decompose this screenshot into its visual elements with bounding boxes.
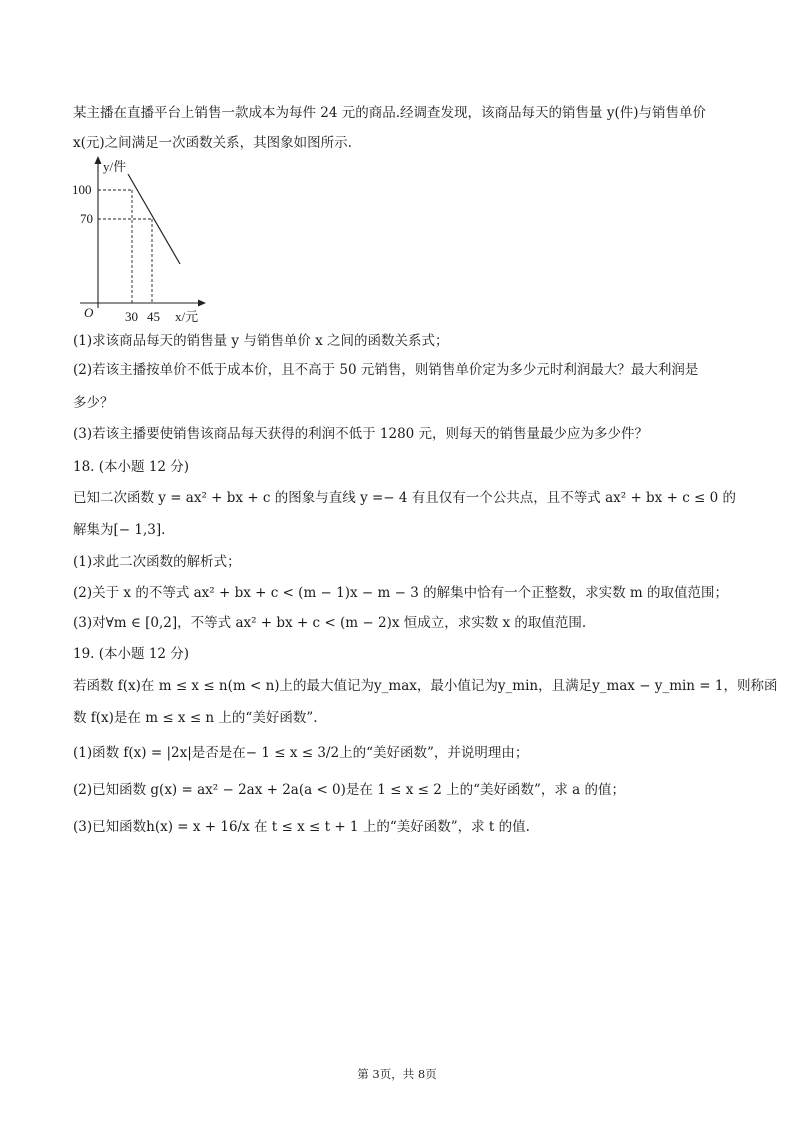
problem18-q3: (3)对∀m ∈ [0,2]，不等式 ax² + bx + c < (m − 2)x 恒成立，求实数 x 的取值范围. (73, 615, 587, 631)
problem18-intro-line2: 解集为[− 1,3]. (73, 522, 166, 538)
problem19-intro-line2: 数 f(x)是在 m ≤ x ≤ n 上的“美好函数”. (73, 710, 318, 726)
problem18-q1: (1)求此二次函数的解析式； (73, 554, 241, 570)
problem19-intro-line1: 若函数 f(x)在 m ≤ x ≤ n(m < n)上的最大值记为y_max，最小值记为y_min，且满足y_max − y_min = 1，则称函 (73, 678, 778, 694)
x-axis-label: x/元 (175, 309, 199, 324)
problem17-intro-line1: 某主播在直播平台上销售一款成本为每件 24 元的商品.经调查发现，该商品每天的销售量 y(件)与销售单价 (73, 105, 707, 121)
y-tick-100: 100 (72, 182, 92, 197)
problem19-q1: (1)函数 f(x) = |2x|是否是在− 1 ≤ x ≤ 3/2上的“美好函数”，并说明理由； (73, 745, 529, 761)
y-axis-label: y/件 (103, 159, 127, 174)
problem18-q2: (2)关于 x 的不等式 ax² + bx + c < (m − 1)x − m − 3 的解集中恰有一个正整数，求实数 m 的取值范围； (73, 585, 728, 601)
problem17-q2-line1: (2)若该主播按单价不低于成本价，且不高于 50 元销售，则销售单价定为多少元时利润最大？最大利润是 (73, 362, 699, 378)
problem18-header: 18. (本小题 12 分) (73, 459, 190, 475)
y-tick-70: 70 (80, 211, 93, 226)
origin-label: O (84, 305, 94, 320)
problem17-q3: (3)若该主播要使销售该商品每天获得的利润不低于 1280 元，则每天的销售量最少应为多少件？ (73, 426, 649, 442)
problem17-intro-line2: x(元)之间满足一次函数关系，其图象如图所示. (73, 135, 352, 151)
page-number-footer: 第 3页，共 8页 (357, 1067, 437, 1081)
problem18-intro-line1: 已知二次函数 y = ax² + bx + c 的图象与直线 y =− 4 有且仅有一个公共点，且不等式 ax² + bx + c ≤ 0 的 (73, 490, 737, 506)
problem19-q2: (2)已知函数 g(x) = ax² − 2ax + 2a(a < 0)是在 1 ≤ x ≤ 2 上的“美好函数”，求 a 的值； (73, 782, 626, 798)
problem19-header: 19. (本小题 12 分) (73, 646, 190, 662)
problem19-q3: (3)已知函数h(x) = x + 16/x 在 t ≤ x ≤ t + 1 上的“美好函数”，求 t 的值. (73, 819, 530, 835)
x-tick-45: 45 (147, 309, 160, 324)
problem17-q1: (1)求该商品每天的销售量 y 与销售单价 x 之间的函数关系式； (73, 333, 449, 349)
linear-function-graph (70, 152, 220, 324)
x-axis-arrow (198, 300, 206, 307)
x-tick-30: 30 (125, 309, 138, 324)
problem17-q2-line2: 多少？ (73, 395, 114, 411)
y-axis-arrow (95, 156, 102, 164)
